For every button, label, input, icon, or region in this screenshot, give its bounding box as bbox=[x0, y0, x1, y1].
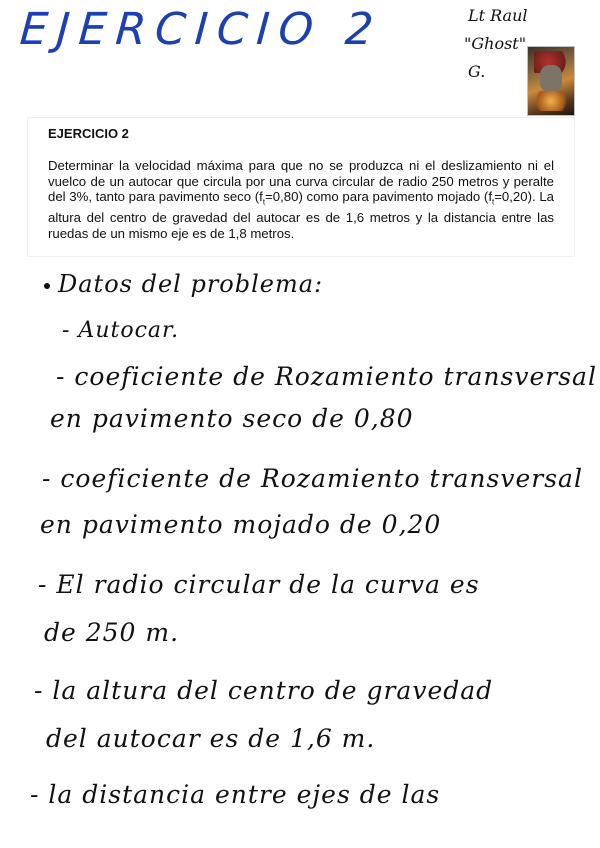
note-line: en pavimento seco de 0,80 bbox=[50, 404, 414, 433]
author-line-1: Lt Raul bbox=[468, 6, 528, 25]
note-line: - coeficiente de Rozamiento transversal bbox=[42, 464, 583, 493]
problem-text-part: =0,20). La altura del centro de gravedad del autocar es de 1,6 metros y la distancia entre las ruedas de un mismo eje es de 1,8 metros. bbox=[48, 189, 554, 242]
note-line: - coeficiente de Rozamiento transversal bbox=[56, 362, 597, 391]
author-line-2: "Ghost" bbox=[464, 34, 527, 53]
handwritten-title: EJERCICIO 2 bbox=[18, 4, 384, 55]
note-line: - la distancia entre ejes de las bbox=[30, 780, 441, 809]
bullet-icon bbox=[44, 283, 50, 289]
notes-heading bbox=[44, 270, 323, 298]
problem-text-part: Determinar la velocidad máxima para que no se produzca ni el deslizamiento ni el vuelco de un autocar que circula por una curva circular de radio 250 metros y peralte del 3%, tanto para pavimento seco (f bbox=[48, 158, 554, 205]
note-line: del autocar es de 1,6 m. bbox=[46, 724, 376, 753]
notes-heading-text: Datos del problema: bbox=[58, 270, 324, 298]
problem-text bbox=[48, 158, 554, 242]
note-line: - la altura del centro de gravedad bbox=[34, 676, 494, 705]
problem-title: EJERCICIO 2 bbox=[48, 126, 129, 141]
friction-subscript: t bbox=[262, 197, 266, 207]
avatar-detail bbox=[540, 65, 562, 91]
problem-text-part: =0,80) como para pavimento mojado (f bbox=[265, 189, 492, 205]
avatar-detail bbox=[532, 91, 570, 111]
author-line-3: G. bbox=[468, 62, 486, 81]
note-line: de 250 m. bbox=[44, 618, 180, 647]
friction-subscript: t bbox=[492, 197, 495, 207]
note-line: - El radio circular de la curva es bbox=[38, 570, 480, 599]
problem-statement-card bbox=[28, 118, 574, 256]
note-line: en pavimento mojado de 0,20 bbox=[40, 510, 442, 539]
avatar-image bbox=[527, 46, 575, 116]
note-line: - Autocar. bbox=[62, 318, 180, 343]
